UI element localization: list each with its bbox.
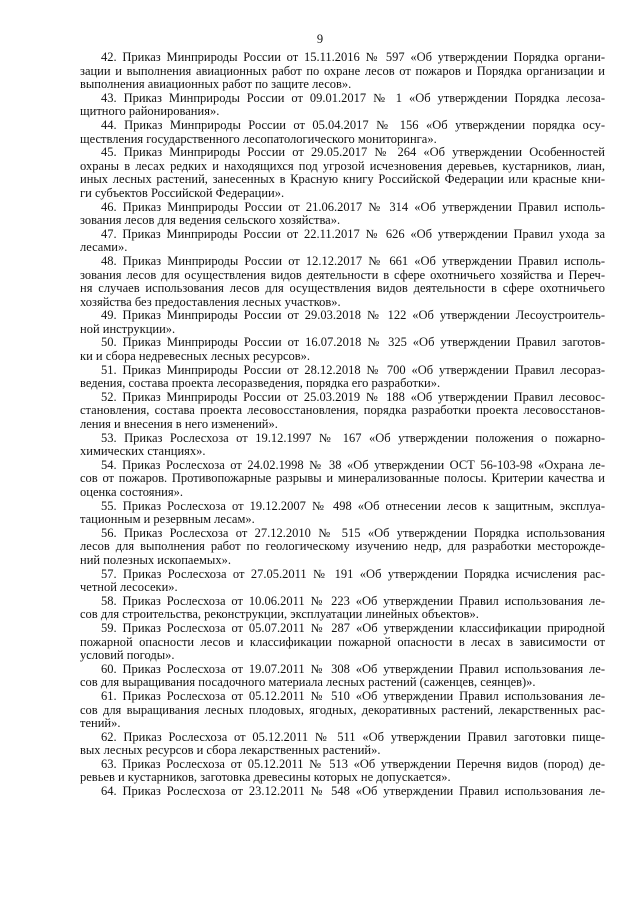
text-line: 54. Приказ Рослесхоза от 24.02.1998 № 38 «Об утверждении ОСТ 56-103-98 «Охрана ле- <box>101 458 605 472</box>
text-line: 42. Приказ Минприроды России от 15.11.2016 № 597 «Об утверждении Порядка органи- <box>101 51 605 64</box>
text-line: 57. Приказ Рослесхоза от 27.05.2011 № 191 «Об утверждении Порядка исчисления рас- <box>101 567 605 581</box>
text-line: ги субъектов Российской Федерации». <box>80 186 285 200</box>
text-line: щитного районирования». <box>80 105 220 119</box>
list-item <box>80 568 605 595</box>
list-item <box>80 758 605 785</box>
list-item <box>80 255 605 309</box>
legal-acts-list <box>80 51 605 799</box>
text-line: зования лесов для ведения сельского хозяйства». <box>80 214 341 228</box>
text-line: 55. Приказ Рослесхоза от 19.12.2007 № 498 «Об отнесении лесов к защитным, эксплуа- <box>101 499 605 513</box>
text-line: иных лесных растений, занесенных в Красную книгу Российской Федерации или красные кни- <box>80 173 605 187</box>
text-line: 52. Приказ Минприроды России от 25.03.2019 № 188 «Об утверждении Правил лесовос- <box>101 390 605 404</box>
text-line: 53. Приказ Рослесхоза от 19.12.1997 № 167 «Об утверждении положения о пожарно- <box>101 431 605 445</box>
text-line: условий погоды». <box>80 649 175 663</box>
text-line: сов от пожаров. Противопожарные разрывы и минерализованные полосы. Критерии качества и <box>80 472 605 486</box>
text-line: ления и внесения в него изменений». <box>80 418 278 432</box>
text-line: 50. Приказ Минприроды России от 16.07.2018 № 325 «Об утверждении Правил заготов- <box>101 336 605 350</box>
page-number: 9 <box>316 32 324 46</box>
list-item <box>80 459 605 500</box>
text-line: зации и выполнения авиационных работ по охране лесов от пожаров и Порядка организации и <box>80 64 605 78</box>
text-line: тационным и резервным лесам». <box>80 513 255 527</box>
text-line: выполнения авиационных работ по защите лесов». <box>80 78 352 92</box>
text-line: пожарной опасности лесов и классификации пожарной опасности в лесах в зависимости от <box>80 635 605 649</box>
text-line: ревьев и кустарников, заготовка древесины которых не допускается». <box>80 771 451 785</box>
list-item <box>80 309 605 336</box>
text-line: 45. Приказ Минприроды России от 29.05.2017 № 264 «Об утверждении Особенностей <box>101 146 605 160</box>
text-line: ки и сбора недревесных лесных ресурсов». <box>80 350 311 364</box>
text-line: ний полезных ископаемых». <box>80 553 231 567</box>
list-item <box>80 119 605 146</box>
text-line: зования лесов для осуществления видов деятельности в сфере охотничьего хозяйства и Переч- <box>80 268 605 282</box>
list-item <box>80 527 605 568</box>
list-item <box>80 663 605 690</box>
text-line: сов для выращивания посадочного материала лесных растений (саженцев, сеянцев)». <box>80 676 536 690</box>
text-line: 47. Приказ Минприроды России от 22.11.2017 № 626 «Об утверждении Правил ухода за <box>101 227 605 241</box>
text-line: 48. Приказ Минприроды России от 12.12.2017 № 661 «Об утверждении Правил исполь- <box>101 254 605 268</box>
text-line: лесов для выполнения работ по геологическому изучению недр, для разработки месторожде- <box>80 540 605 554</box>
list-item <box>80 731 605 758</box>
text-line: охраны в лесах редких и находящихся под угрозой исчезновения деревьев, кустарников, лиан, <box>80 159 605 173</box>
text-line: 44. Приказ Минприроды России от 05.04.2017 № 156 «Об утверждении порядка осу- <box>101 118 605 132</box>
list-item <box>80 51 605 92</box>
text-line: ня случаев использования лесов для осуществления видов деятельности в сфере охотничьего <box>80 282 605 296</box>
text-line: химических станциях». <box>80 445 206 459</box>
text-line: ной инструкции». <box>80 322 176 336</box>
list-item <box>80 432 605 459</box>
text-line: вых лесных ресурсов и сбора лекарственных растений». <box>80 744 381 758</box>
text-line: 46. Приказ Минприроды России от 21.06.2017 № 314 «Об утверждении Правил исполь- <box>101 200 605 214</box>
list-item <box>80 228 605 255</box>
list-item <box>80 391 605 432</box>
list-item <box>80 92 605 119</box>
text-line: 43. Приказ Минприроды России от 09.01.2017 № 1 «Об утверждении Порядка лесоза- <box>101 91 605 105</box>
text-line: оценка состояния». <box>80 486 183 499</box>
list-item <box>80 364 605 391</box>
text-line: 63. Приказ Рослесхоза от 05.12.2011 № 513 «Об утверждении Перечня видов (пород) де- <box>101 757 605 771</box>
list-item <box>80 336 605 363</box>
list-item <box>80 500 605 527</box>
text-line: 60. Приказ Рослесхоза от 19.07.2011 № 308 «Об утверждении Правил использования ле- <box>101 662 605 676</box>
text-line: сов для выращивания лесных плодовых, ягодных, декоративных растений, лекарственных рас- <box>80 703 605 717</box>
text-line: 58. Приказ Рослесхоза от 10.06.2011 № 223 «Об утверждении Правил использования ле- <box>101 594 605 608</box>
list-item <box>80 785 605 799</box>
text-line: 61. Приказ Рослесхоза от 05.12.2011 № 510 «Об утверждении Правил использования ле- <box>101 689 605 703</box>
text-line: хозяйства без предоставления лесных участков». <box>80 295 341 309</box>
text-line: четной лесосеки». <box>80 581 178 595</box>
text-line: 56. Приказ Рослесхоза от 27.12.2010 № 515 «Об утверждении Порядка использования <box>101 526 605 540</box>
text-line: 49. Приказ Минприроды России от 29.03.2018 № 122 «Об утверждении Лесоустроитель- <box>101 309 605 323</box>
text-line: 59. Приказ Рослесхоза от 05.07.2011 № 287 «Об утверждении классификации природной <box>101 621 605 635</box>
text-line: тений». <box>80 717 121 731</box>
text-line: ществления государственного лесопатологического мониторинга». <box>80 132 437 146</box>
text-line: 62. Приказ Рослесхоза от 05.12.2011 № 511 «Об утверждении Правил заготовки пище- <box>101 730 605 744</box>
list-item <box>80 622 605 663</box>
text-line: 64. Приказ Рослесхоза от 23.12.2011 № 548 «Об утверждении Правил использования ле- <box>101 785 605 799</box>
text-line: 51. Приказ Минприроды России от 28.12.2018 № 700 «Об утверждении Правил лесораз- <box>101 363 605 377</box>
text-line: ведения, состава проекта лесоразведения, порядка его разработки». <box>80 377 441 391</box>
list-item <box>80 690 605 731</box>
list-item <box>80 146 605 200</box>
text-line: сов для строительства, реконструкции, эксплуатации линейных объектов». <box>80 608 479 622</box>
text-line: становления, состава проекта лесовосстановления, порядка разработки проекта лесовосстанов- <box>80 404 605 418</box>
list-item <box>80 201 605 228</box>
list-item <box>80 595 605 622</box>
text-line: лесами». <box>80 241 128 255</box>
